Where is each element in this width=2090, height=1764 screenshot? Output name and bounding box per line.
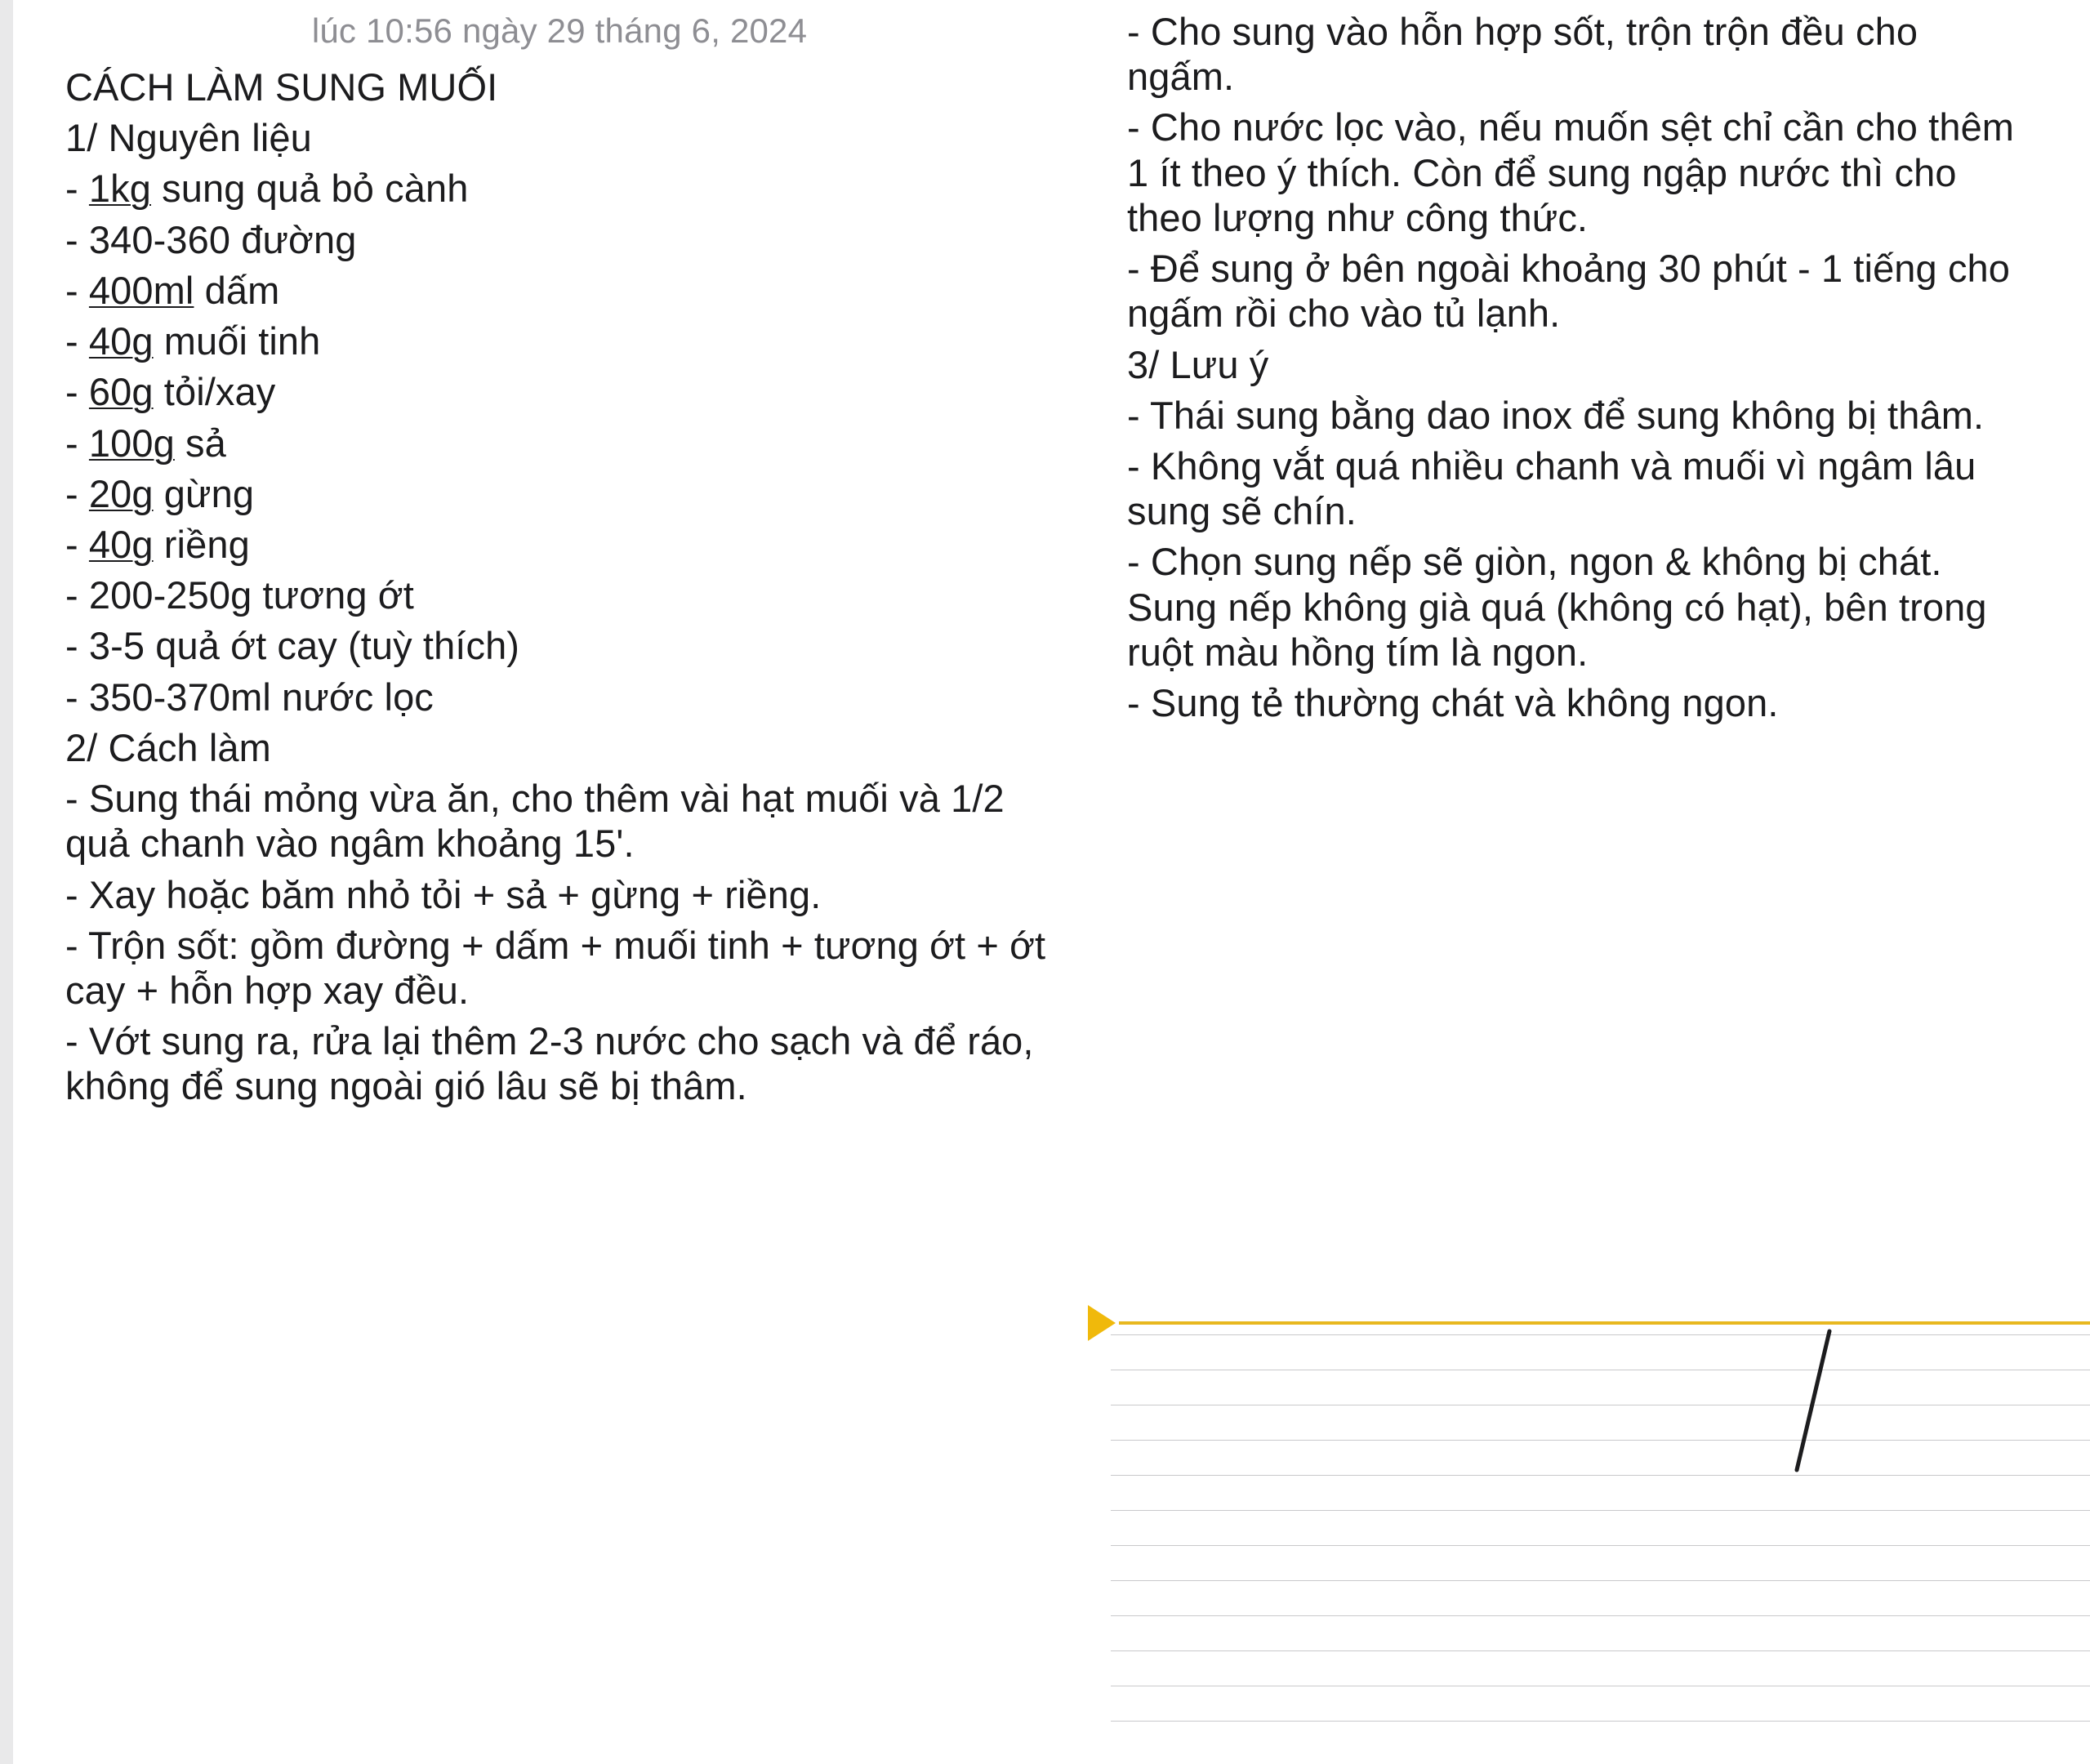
note-line: - Chọn sung nếp sẽ giòn, ngon & không bị chát. Sung nếp không già quá (không có hạt), bên trong ruột màu hồng tím là ngon. [1127, 540, 1998, 674]
note-line: 2/ Cách làm [65, 725, 271, 769]
note-line: - 100g sả [65, 421, 226, 465]
note-line: - Cho nước lọc vào, nếu muốn sệt chỉ cần cho thêm 1 ít theo ý thích. Còn để sung ngập nước thì cho theo lượng như công thức. [1127, 105, 2025, 239]
note-line: - Sung thái mỏng vừa ăn, cho thêm vài hạt muối và 1/2 quả chanh vào ngâm khoảng 15'. [65, 777, 1015, 866]
note-line: 3/ Lưu ý [1127, 342, 1269, 386]
handwritten-stroke [1789, 1323, 1838, 1486]
note-title: CÁCH LÀM SUNG MUỐI [65, 65, 498, 109]
note-line: - 60g tỏi/xay [65, 370, 276, 414]
note-line: - 3-5 quả ớt cay (tuỳ thích) [65, 624, 520, 668]
note-line: - 40g riềng [65, 522, 250, 566]
note-line: - 40g muối tinh [65, 319, 321, 363]
note-line: - Không vắt quá nhiều chanh và muối vì ngâm lâu sung sẽ chín. [1127, 443, 1987, 533]
note-line: - 200-250g tương ớt [65, 573, 414, 617]
note-line: - Thái sung bằng dao inox để sung không bị thâm. [1127, 393, 1985, 437]
note-line: - Trộn sốt: gồm đường + dấm + muối tinh + tương ớt + ớt cay + hỗn hợp xay đều. [65, 923, 1057, 1012]
note-line: - Để sung ở bên ngoài khoảng 30 phút - 1 tiếng cho ngấm rồi cho vào tủ lạnh. [1127, 247, 2021, 336]
note-line: 1/ Nguyên liệu [65, 116, 312, 160]
note-timestamp: lúc 10:56 ngày 29 tháng 6, 2024 [311, 11, 808, 50]
note-line: - 1kg sung quả bỏ cành [65, 167, 469, 211]
handwriting-attachment[interactable] [1070, 1298, 2090, 1764]
note-line: - Sung tẻ thường chát và không ngon. [1127, 681, 1779, 725]
notebook-rule-lines [1111, 1334, 2090, 1759]
note-line: - Vớt sung ra, rửa lại thêm 2-3 nước cho sạch và để ráo, không để sung ngoài gió lâu sẽ bị thâm. [65, 1019, 1045, 1108]
note-line: - Xay hoặc băm nhỏ tỏi + sả + gừng + riềng. [65, 872, 822, 916]
note-line: - 340-360 đường [65, 217, 357, 261]
attachment-progress-bar[interactable] [1119, 1321, 2090, 1325]
note-line: - 20g gừng [65, 471, 255, 515]
note-line: - 350-370ml nước lọc [65, 675, 434, 719]
note-line: - Cho sung vào hỗn hợp sốt, trộn trộn đều cho ngấm. [1127, 10, 1929, 99]
note-line: - 400ml dấm [65, 268, 280, 312]
